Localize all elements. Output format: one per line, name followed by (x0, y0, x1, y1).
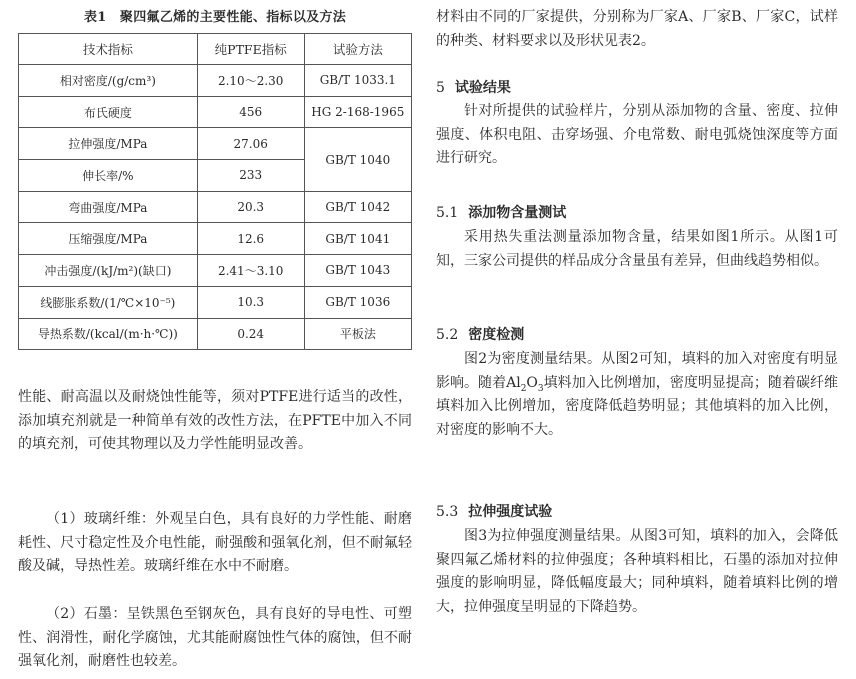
section-title: 试验结果 (454, 80, 511, 96)
paragraph-results: 针对所提供的试验样片，分别从添加物的含量、密度、拉伸强度、体积电阻、击穿场强、介电常数、耐电弧烧蚀深度等方面进行研究。 (436, 103, 838, 167)
formula-al2o3: $Al_2O_3$ (506, 374, 544, 394)
row-name: 冲击强度/(kJ/m²)(缺口) (19, 255, 198, 287)
table-row (19, 96, 412, 128)
row-method: GB/T 1036 (304, 286, 411, 318)
row-name: 弯曲强度/MPa (19, 191, 198, 223)
paragraph-glass-fiber: （1）玻璃纤维：外观呈白色，具有良好的力学性能、耐磨耗性、尺寸稳定性及介电性能，耐强酸和强氧化剂，但不耐氟轻酸及碱，导热性差。玻璃纤维在水中不耐磨。 (18, 511, 412, 575)
section-heading-5-1 (436, 203, 566, 223)
table-row (19, 255, 412, 287)
paragraph-density (436, 348, 838, 442)
row-value: 456 (197, 96, 304, 128)
row-name: 线膨胀系数/(1/℃×10⁻⁵) (19, 286, 198, 318)
paragraph-materials: 材料由不同的厂家提供，分别称为厂家A、厂家B、厂家C，试样的种类、材料要求以及形状见表2。 (436, 9, 838, 49)
row-value: 27.06 (197, 128, 304, 160)
row-name: 拉伸强度/MPa (19, 128, 198, 160)
section-title: 密度检测 (468, 327, 525, 343)
section-number: 5 (436, 80, 445, 96)
header-test-method: 试验方法 (304, 34, 411, 65)
table-row (19, 65, 412, 97)
paragraph-graphite: （2）石墨：呈铁黑色至钢灰色，具有良好的导电性、可塑性、润滑性，耐化学腐蚀，尤其能耐腐蚀性气体的腐蚀，但不耐强氧化剂，耐磨性也较差。 (18, 606, 412, 670)
table-header-row (19, 34, 412, 65)
row-name: 伸长率/% (19, 160, 198, 192)
density-text-b: 填料加入比例增加，密度明显提高；随着碳纤维填料加入比例增加，密度降低趋势明显；其他填料的加入比例，对密度的影响不大。 (436, 374, 839, 438)
row-value: 233 (197, 160, 304, 192)
row-value: 2.10～2.30 (197, 65, 304, 97)
section-number: 5.1 (436, 205, 459, 221)
row-method: GB/T 1042 (304, 191, 411, 223)
density-text-a: 图2为密度测量结果。从图2可知，填料的加入对密度有明显影响。随着 (436, 351, 838, 391)
paragraph-tensile-strength: 图3为拉伸强度测量结果。从图3可知，填料的加入，会降低聚四氟乙烯材料的拉伸强度；各种填料相比，石墨的添加对拉伸强度的影响明显，降低幅度最大；同种填料，随着填料比例的增大，拉伸强度呈明显的下降趋势。 (436, 528, 838, 615)
table-row (19, 318, 412, 350)
row-value: 12.6 (197, 223, 304, 255)
row-method: GB/T 1033.1 (304, 65, 411, 97)
row-method: GB/T 1043 (304, 255, 411, 287)
row-name: 布氏硬度 (19, 96, 198, 128)
row-method: GB/T 1040 (304, 128, 411, 191)
table-row (19, 128, 412, 160)
section-title: 添加物含量测试 (468, 205, 567, 221)
table-caption: 表1 聚四氟乙烯的主要性能、指标以及方法 (83, 10, 347, 25)
header-ptfe-value: 纯PTFE指标 (197, 34, 304, 65)
section-number: 5.3 (436, 504, 459, 520)
row-name: 相对密度/(g/cm³) (19, 65, 198, 97)
section-number: 5.2 (436, 327, 459, 343)
header-indicator: 技术指标 (19, 34, 198, 65)
row-value: 20.3 (197, 191, 304, 223)
table-row (19, 223, 412, 255)
row-name: 导热系数/(kcal/(m·h·℃)) (19, 318, 198, 350)
row-method: 平板法 (304, 318, 411, 350)
row-value: 10.3 (197, 286, 304, 318)
section-title: 拉伸强度试验 (468, 504, 553, 520)
row-method: GB/T 1041 (304, 223, 411, 255)
section-heading-5-2 (436, 325, 524, 345)
row-method: HG 2-168-1965 (304, 96, 411, 128)
section-heading-5-3 (436, 502, 552, 522)
table-row (19, 286, 412, 318)
section-heading-5 (436, 78, 511, 98)
row-value: 2.41～3.10 (197, 255, 304, 287)
paragraph-additive-content: 采用热失重法测量添加物含量，结果如图1所示。从图1可知，三家公司提供的样品成分含量虽有差异，但曲线趋势相似。 (436, 229, 838, 269)
paragraph-modification: 性能、耐高温以及耐烧蚀性能等，须对PTFE进行适当的改性，添加填充剂就是一种简单有效的改性方法，在PFTE中加入不同的填充剂，可使其物理以及力学性能明显改善。 (18, 389, 412, 453)
properties-table (18, 33, 412, 350)
left-column (18, 0, 412, 670)
row-value: 0.24 (197, 318, 304, 350)
row-name: 压缩强度/MPa (19, 223, 198, 255)
table-row (19, 191, 412, 223)
